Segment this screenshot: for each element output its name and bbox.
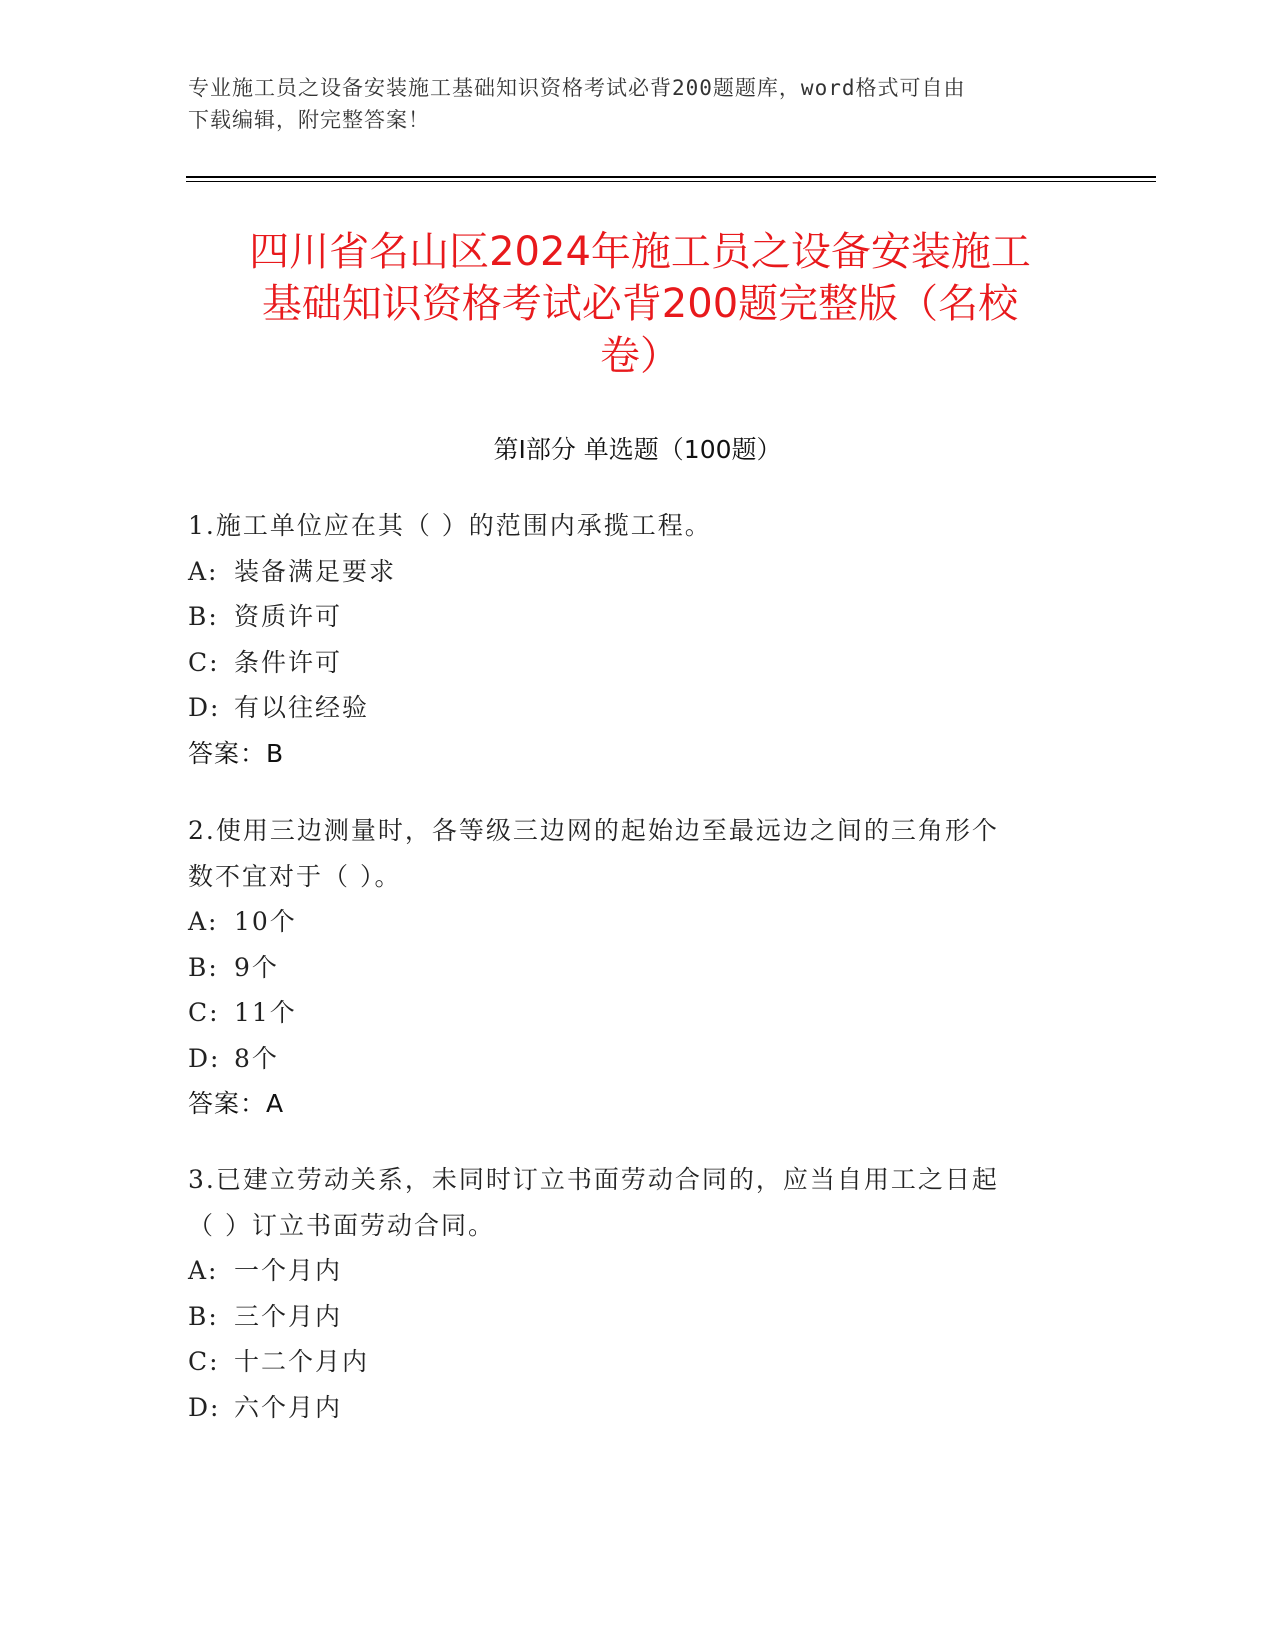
option-text: 六个月内 <box>234 1392 343 1422</box>
option-text: 11个 <box>234 998 297 1027</box>
question-2 <box>188 808 1088 1127</box>
option-text: 装备满足要求 <box>234 556 397 586</box>
header-note-line: 下载编辑，附完整答案！ <box>188 108 430 132</box>
option-d <box>188 685 1088 731</box>
question-stem-continued: （ ）订立书面劳动合同。 <box>188 1210 495 1240</box>
option-text: 有以往经验 <box>234 693 370 722</box>
option-text: 资质许可 <box>234 602 343 631</box>
option-label: D: <box>188 1392 221 1422</box>
option-label: D: <box>188 693 221 722</box>
title-line: 四川省名山区2024年施工员之设备安装施工 <box>249 229 1031 275</box>
option-label: C: <box>188 647 220 677</box>
option-a <box>188 549 1088 595</box>
option-b <box>188 945 1088 991</box>
option-label: B: <box>188 952 219 982</box>
option-text: 一个月内 <box>234 1256 343 1285</box>
section-heading: 第Ⅰ部分 单选题（100题） <box>493 435 782 464</box>
question-stem: 2.使用三边测量时，各等级三边网的起始边至最远边之间的三角形个 <box>188 816 999 845</box>
option-c <box>188 1339 1088 1385</box>
option-b <box>188 594 1088 640</box>
option-label: A: <box>188 1256 219 1285</box>
option-label: A: <box>188 556 219 586</box>
option-c <box>188 990 1088 1036</box>
option-label: A: <box>188 907 219 936</box>
option-text: 10个 <box>234 907 297 936</box>
option-label: C: <box>188 998 220 1027</box>
option-text: 十二个月内 <box>234 1347 370 1376</box>
header-note <box>188 72 1068 136</box>
header-divider <box>186 176 1156 178</box>
question-stem: 1.施工单位应在其（ ）的范围内承揽工程。 <box>188 511 712 540</box>
option-label: B: <box>188 1301 219 1331</box>
option-d <box>188 1385 1088 1431</box>
option-text: 8个 <box>234 1043 279 1073</box>
document-title <box>180 226 1100 382</box>
header-note-line: 专业施工员之设备安装施工基础知识资格考试必背200题题库，word格式可自由 <box>188 76 966 100</box>
option-a <box>188 1248 1088 1294</box>
option-text: 9个 <box>234 952 279 982</box>
option-c <box>188 640 1088 686</box>
question-stem-continued: 数不宜对于（ ）。 <box>188 861 402 891</box>
option-label: C: <box>188 1347 220 1376</box>
option-text: 条件许可 <box>234 647 343 677</box>
option-a <box>188 899 1088 945</box>
header-divider-thin <box>186 181 1156 182</box>
answer: 答案：B <box>188 738 285 768</box>
option-b <box>188 1294 1088 1340</box>
title-line: 基础知识资格考试必背200题完整版（名校 <box>261 281 1019 327</box>
question-1 <box>188 503 1088 776</box>
option-d <box>188 1036 1088 1082</box>
title-line: 卷） <box>600 333 680 379</box>
question-stem: 3.已建立劳动关系，未同时订立书面劳动合同的，应当自用工之日起 <box>188 1165 999 1194</box>
option-text: 三个月内 <box>234 1301 343 1331</box>
option-label: D: <box>188 1043 221 1073</box>
question-3 <box>188 1157 1088 1430</box>
option-label: B: <box>188 602 219 631</box>
answer: 答案：A <box>188 1089 285 1118</box>
